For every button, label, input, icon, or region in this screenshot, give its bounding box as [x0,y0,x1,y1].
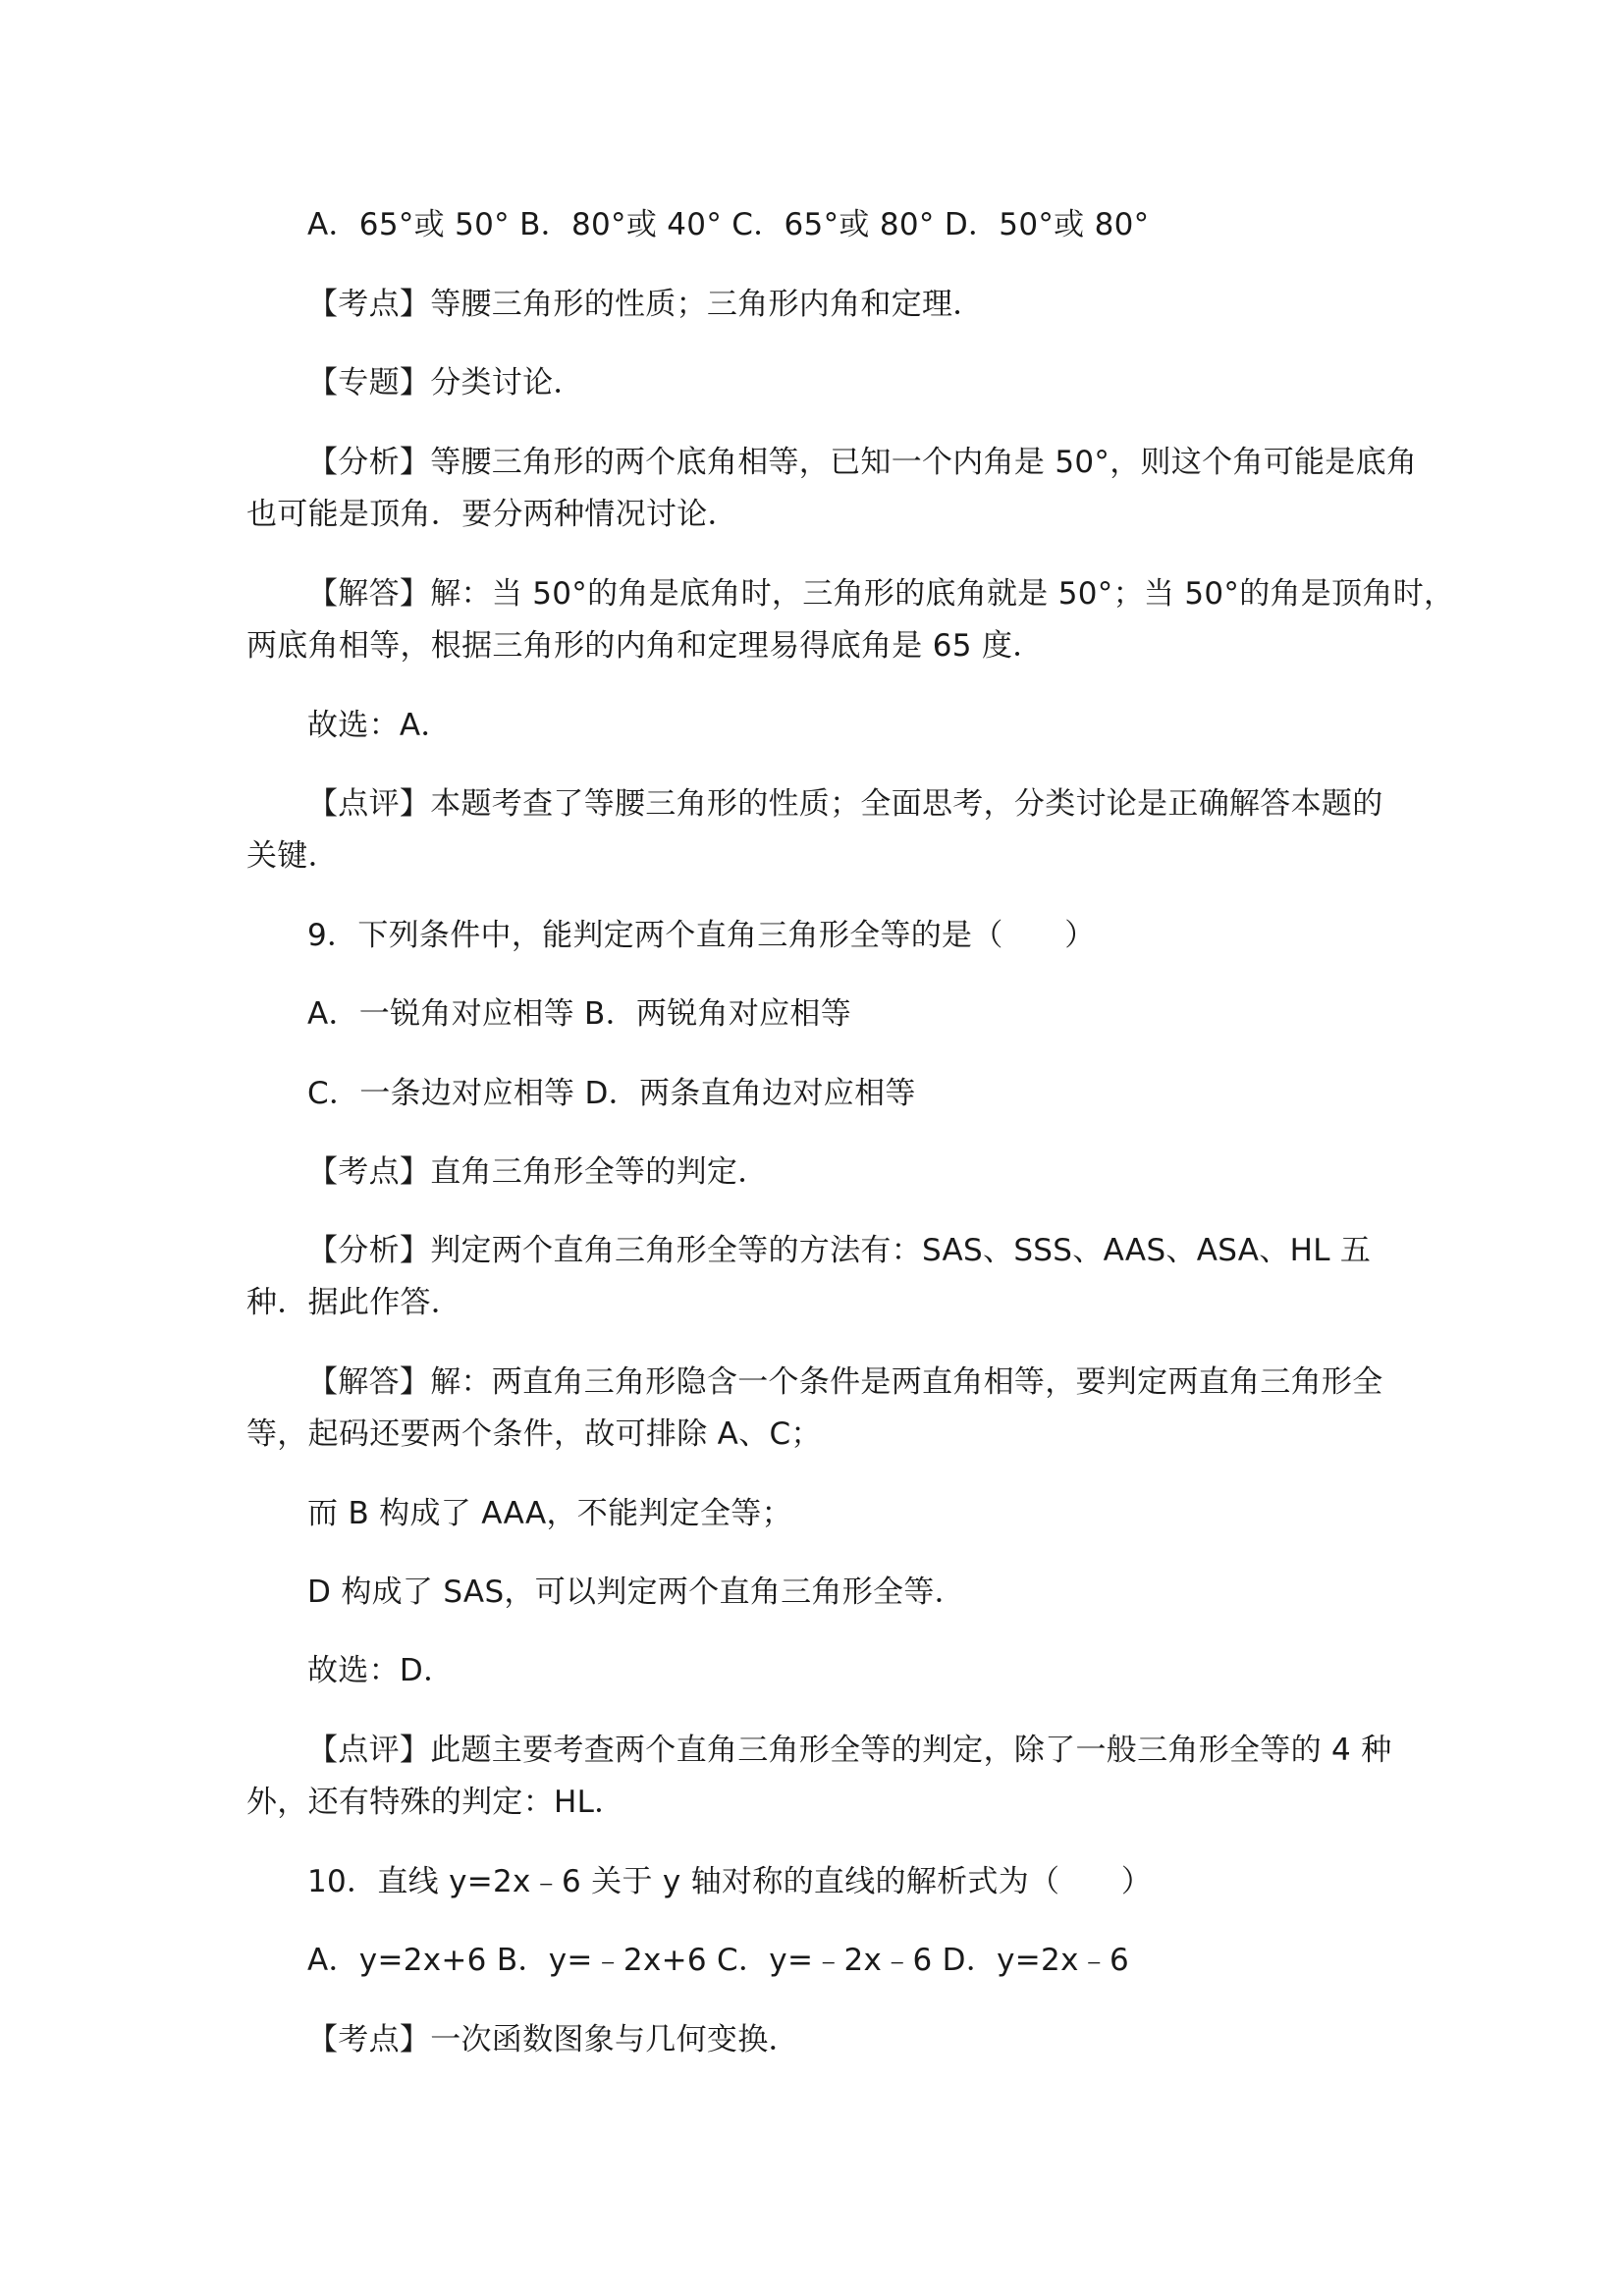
q9-options-line-2: C．一条边对应相等 D．两条直角边对应相等 [307,1076,916,1111]
q8-dianping-line-2: 关键． [246,838,339,874]
q9-jieda-line-3: 而 B 构成了 AAA，不能判定全等； [307,1496,792,1531]
q8-guxuan: 故选：A． [307,708,452,743]
q8-kaodian: 【考点】等腰三角形的性质；三角形内角和定理． [307,287,984,322]
q9-options-line-1: A．一锐角对应相等 B．两锐角对应相等 [307,996,852,1032]
q8-dianping-line-1: 【点评】本题考查了等腰三角形的性质；全面思考，分类讨论是正确解答本题的 [307,786,1383,822]
q9-kaodian: 【考点】直角三角形全等的判定． [307,1154,769,1190]
q8-jieda-line-1: 【解答】解：当 50°的角是底角时，三角形的底角就是 50°；当 50°的角是顶角时， [307,576,1455,612]
q10-stem: 10．直线 y=2x﹣6 关于 y 轴对称的直线的解析式为（ ） [307,1864,1153,1899]
q8-fenxi-line-1: 【分析】等腰三角形的两个底角相等，已知一个内角是 50°，则这个角可能是底角 [307,445,1418,480]
q8-fenxi-line-2: 也可能是顶角．要分两种情况讨论． [246,497,738,532]
q9-guxuan: 故选：D． [307,1653,455,1688]
q9-dianping-line-2: 外，还有特殊的判定：HL． [246,1785,625,1820]
q8-options: A．65°或 50° B．80°或 40° C．65°或 80° D．50°或 80° [307,207,1150,242]
q9-jieda-line-1: 【解答】解：两直角三角形隐含一个条件是两直角相等，要判定两直角三角形全 [307,1364,1383,1400]
q9-fenxi-line-2: 种．据此作答． [246,1285,462,1320]
q10-options: A．y=2x+6 B．y=﹣2x+6 C．y=﹣2x﹣6 D．y=2x﹣6 [307,1943,1130,1978]
q8-zhuanti: 【专题】分类讨论． [307,365,584,400]
q10-kaodian: 【考点】一次函数图象与几何变换． [307,2022,799,2057]
q9-jieda-line-4: D 构成了 SAS，可以判定两个直角三角形全等． [307,1575,965,1610]
q9-fenxi-line-1: 【分析】判定两个直角三角形全等的方法有：SAS、SSS、AAS、ASA、HL 五 [307,1233,1372,1268]
q9-dianping-line-1: 【点评】此题主要考查两个直角三角形全等的判定，除了一般三角形全等的 4 种 [307,1733,1392,1768]
q9-stem: 9．下列条件中，能判定两个直角三角形全等的是（ ） [307,918,1096,953]
q9-jieda-line-2: 等，起码还要两个条件，故可排除 A、C； [246,1416,822,1452]
q8-jieda-line-2: 两底角相等，根据三角形的内角和定理易得底角是 65 度． [246,628,1044,664]
